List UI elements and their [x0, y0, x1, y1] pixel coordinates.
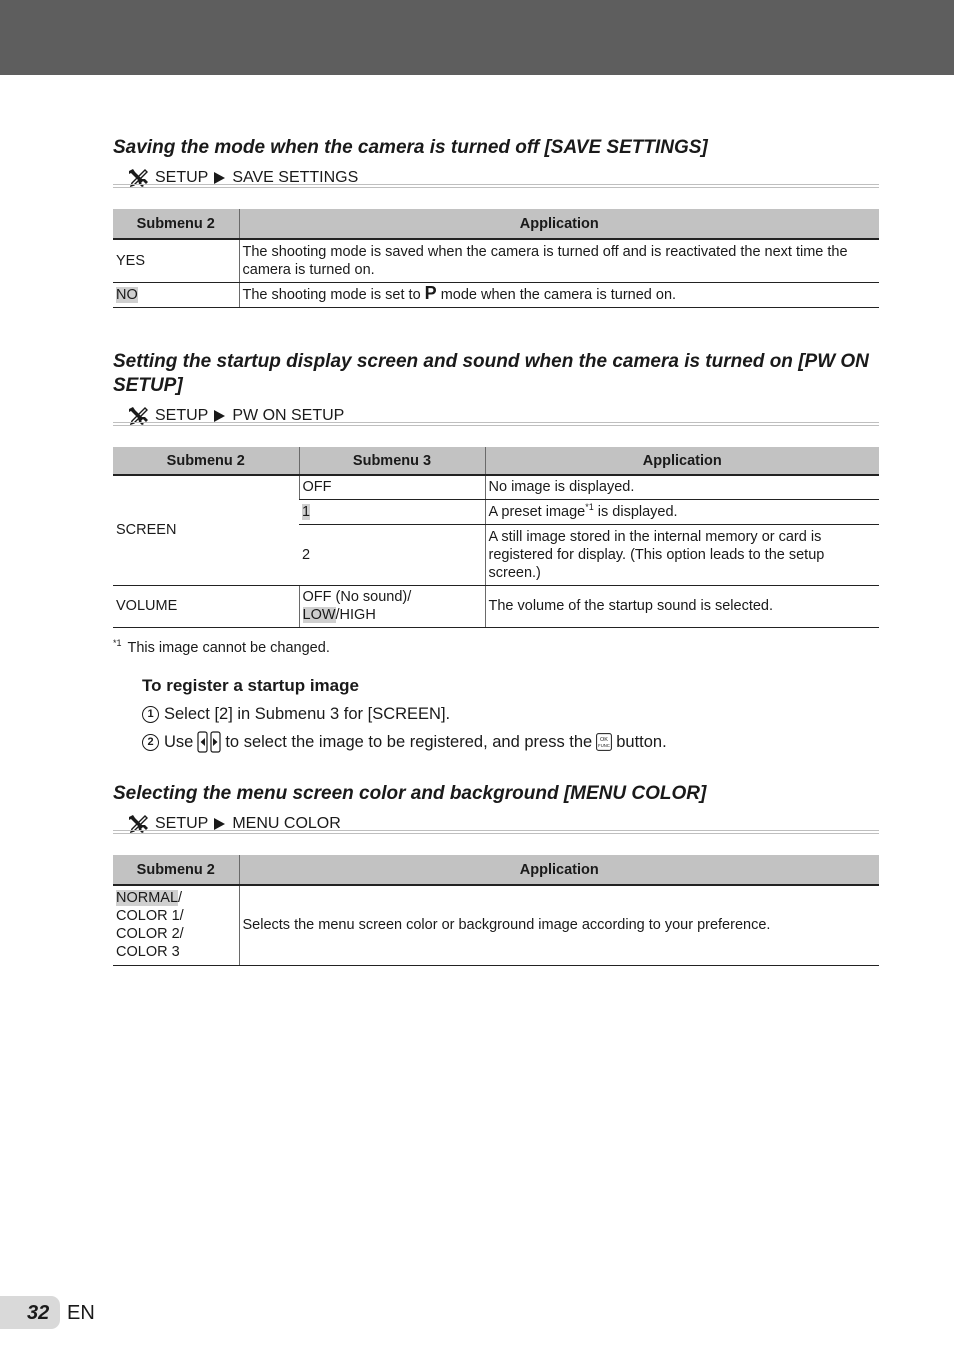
- path-item-label: MENU COLOR: [232, 815, 341, 832]
- option-color-3: COLOR 3: [116, 944, 180, 961]
- table-row: [113, 239, 879, 282]
- register-startup-image-heading: To register a startup image: [142, 676, 359, 695]
- section-divider: [113, 422, 879, 426]
- option-color-2: COLOR 2/: [116, 926, 184, 943]
- header-submenu2: Submenu 2: [113, 209, 239, 239]
- table-header-row: [113, 855, 879, 885]
- left-right-arrow-buttons-icon: [197, 731, 221, 753]
- step-2-text-middle: to select the image to be registered, and press the: [225, 733, 593, 751]
- header-application: Application: [239, 855, 879, 885]
- screen-option-2-description: A still image stored in the internal memory or card is registered for display. (This option leads to the setup screen.): [485, 524, 879, 585]
- option-no-description: [239, 282, 879, 307]
- table-header-row: [113, 447, 879, 475]
- path-item-label: PW ON SETUP: [232, 407, 345, 424]
- volume-description: The volume of the startup sound is selected.: [485, 585, 879, 627]
- save-settings-table: [113, 209, 879, 308]
- option-screen: SCREEN: [113, 475, 299, 585]
- triangle-right-icon: [214, 818, 225, 830]
- table-row: [113, 885, 879, 965]
- description-text: mode when the camera is turned on.: [436, 286, 677, 303]
- screen-option-1-description: [485, 499, 879, 524]
- section-divider: [113, 830, 879, 834]
- screen-option-off: OFF: [299, 475, 485, 499]
- table-row: [113, 475, 879, 499]
- table-row: [113, 585, 879, 627]
- top-header-bar: [0, 0, 954, 75]
- option-no: NO: [116, 286, 138, 303]
- header-application: Application: [239, 209, 879, 239]
- page-language: EN: [67, 1302, 95, 1324]
- ok-label: OK: [600, 737, 609, 743]
- page-number: 32: [27, 1302, 50, 1324]
- description-text: is displayed.: [593, 503, 678, 520]
- header-submenu2: Submenu 2: [113, 855, 239, 885]
- menu-color-table: [113, 855, 879, 966]
- pw-on-setup-table: [113, 447, 879, 628]
- table-header-row: [113, 209, 879, 239]
- menu-color-description: Selects the menu screen color or background image according to your preference.: [239, 885, 879, 965]
- option-yes-description: The shooting mode is saved when the camera is turned off and is reactivated the next time the camera is turned on.: [239, 239, 879, 282]
- footnote-mark: *1: [113, 638, 122, 649]
- option-volume: VOLUME: [113, 585, 299, 627]
- footnote-ref: *1: [585, 501, 594, 512]
- header-submenu2: Submenu 2: [113, 447, 299, 475]
- path-menu-label: SETUP: [155, 407, 209, 424]
- register-step-2: [142, 731, 667, 753]
- path-item-label: SAVE SETTINGS: [232, 169, 359, 186]
- section-menu-color-title: Selecting the menu screen color and background [MENU COLOR]: [113, 783, 707, 804]
- section-save-settings-title: Saving the mode when the camera is turned off [SAVE SETTINGS]: [113, 137, 708, 158]
- screen-option-2: 2: [299, 524, 485, 585]
- program-mode-glyph: P: [424, 282, 437, 303]
- screen-option-1-cell: [299, 499, 485, 524]
- footnote-text: This image cannot be changed.: [127, 640, 330, 656]
- step-1-text: Select [2] in Submenu 3 for [SCREEN].: [164, 705, 451, 723]
- header-submenu3: Submenu 3: [299, 447, 485, 475]
- option-no-cell: [113, 282, 239, 307]
- register-step-1: [142, 703, 450, 725]
- volume-option-low: LOW: [302, 607, 336, 623]
- option-color-1: COLOR 1/: [116, 908, 184, 925]
- triangle-right-icon: [214, 172, 225, 184]
- path-menu-label: SETUP: [155, 169, 209, 186]
- step-2-text-before: Use: [164, 733, 194, 751]
- section-pw-on-setup-title: Setting the startup display screen and sound when the camera is turned on [PW ON SETUP]: [113, 351, 869, 396]
- screen-option-off-description: No image is displayed.: [485, 475, 879, 499]
- step-number-2: 2: [142, 734, 159, 751]
- menu-color-options: [113, 885, 239, 965]
- footnote: [113, 639, 330, 657]
- step-2-text-after: button.: [616, 733, 667, 751]
- volume-option-high: /HIGH: [335, 607, 376, 623]
- path-menu-label: SETUP: [155, 815, 209, 832]
- section-divider: [113, 184, 879, 188]
- ok-func-button-icon: [596, 733, 612, 751]
- description-text: A preset image: [488, 503, 586, 520]
- func-label: FUNC: [598, 743, 611, 748]
- triangle-right-icon: [214, 410, 225, 422]
- description-text: The shooting mode is set to: [242, 286, 425, 303]
- header-application: Application: [485, 447, 879, 475]
- volume-options: [299, 585, 485, 627]
- option-yes: YES: [113, 239, 239, 282]
- table-row: [113, 282, 879, 307]
- option-normal: NORMAL: [116, 890, 179, 907]
- option-separator: /: [178, 890, 183, 907]
- volume-option-off: OFF (No sound)/: [302, 589, 412, 605]
- screen-option-1: 1: [302, 503, 311, 520]
- step-number-1: 1: [142, 706, 159, 723]
